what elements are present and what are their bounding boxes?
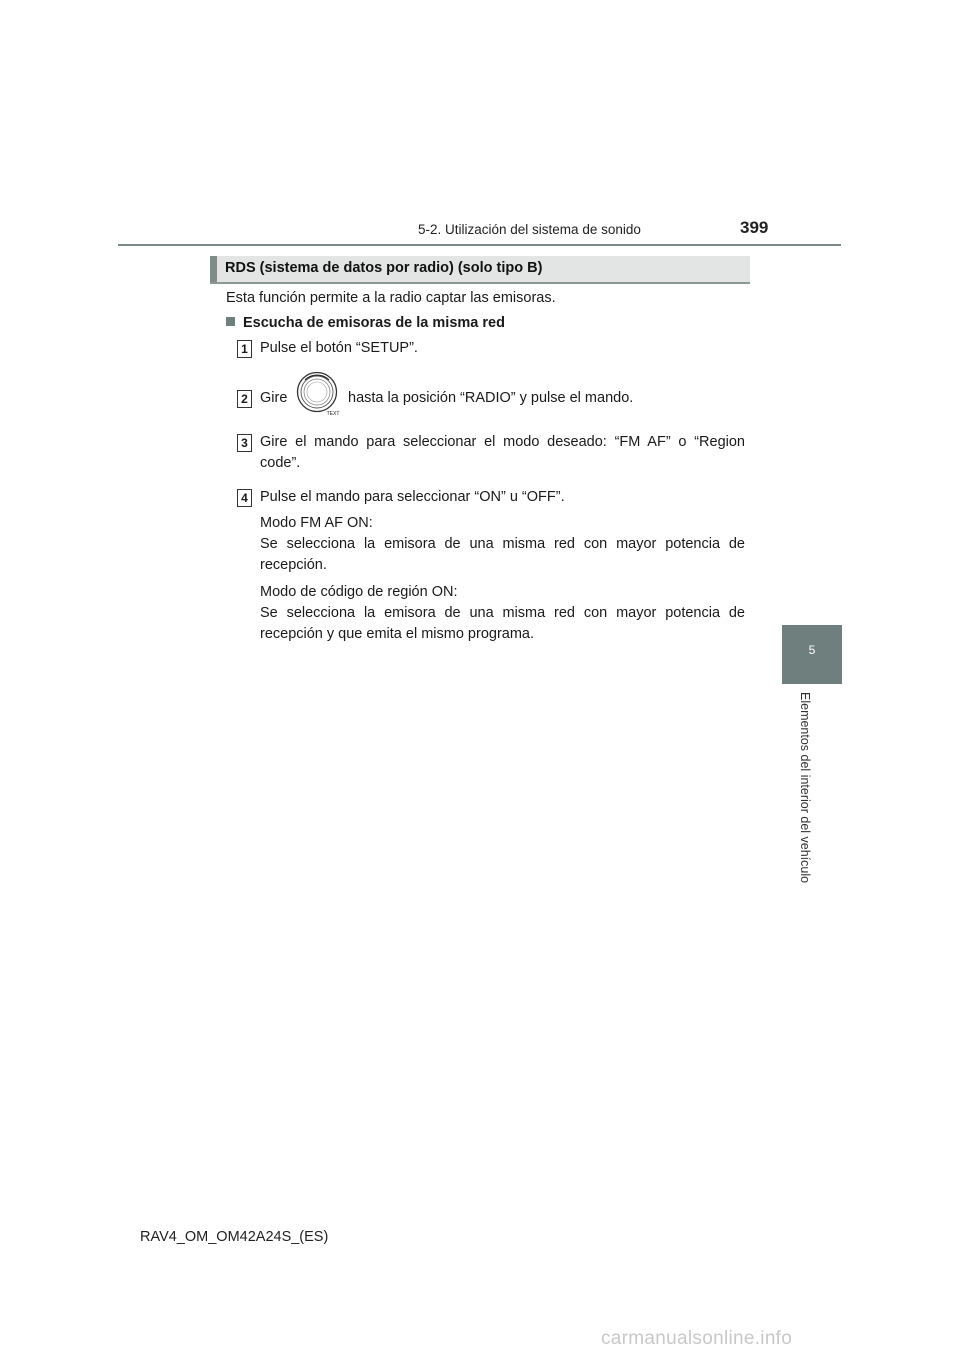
section-title-bar	[210, 256, 750, 284]
bullet-square-icon	[226, 317, 235, 326]
watermark: carmanualsonline.info	[601, 1328, 793, 1349]
step-number-2: 2	[237, 390, 252, 408]
step-number-3: 3	[237, 434, 252, 452]
chapter-title-vertical: Elementos del interior del vehículo	[798, 692, 812, 884]
step-text-2-before: Gire	[260, 390, 288, 406]
page-number: 399	[740, 218, 769, 237]
section-title: RDS (sistema de datos por radio) (solo tipo B)	[225, 260, 543, 276]
note-text-fm-af: Se selecciona la emisora de una misma red con mayor potencia de recepción.	[260, 536, 745, 573]
running-header-section: 5-2. Utilización del sistema de sonido	[418, 222, 641, 237]
step-text-1: Pulse el botón “SETUP”.	[260, 340, 418, 356]
note-heading-fm-af: Modo FM AF ON:	[260, 515, 373, 531]
step-text-2-after: hasta la posición “RADIO” y pulse el mando.	[348, 390, 634, 406]
chapter-number: 5	[808, 643, 816, 657]
knob-label: TEXT	[326, 411, 340, 417]
step-text-3: Gire el mando para seleccionar el modo deseado: “FM AF” o “Region code”.	[260, 434, 745, 471]
step-number-1: 1	[237, 340, 252, 358]
note-heading-region: Modo de código de región ON:	[260, 584, 458, 600]
document-code: RAV4_OM_OM42A24S_(ES)	[140, 1229, 329, 1245]
header-divider	[118, 244, 841, 246]
subheading	[226, 315, 505, 331]
step-number-4: 4	[237, 489, 252, 507]
tune-knob-icon	[296, 371, 342, 417]
section-intro: Esta función permite a la radio captar las emisoras.	[226, 290, 556, 306]
note-text-region: Se selecciona la emisora de una misma red con mayor potencia de recepción y que emita el mismo programa.	[260, 605, 745, 642]
section-title-accent	[210, 256, 217, 282]
subheading-text: Escucha de emisoras de la misma red	[243, 315, 505, 331]
step-text-4: Pulse el mando para seleccionar “ON” u “OFF”.	[260, 489, 565, 505]
chapter-tab	[782, 625, 842, 684]
